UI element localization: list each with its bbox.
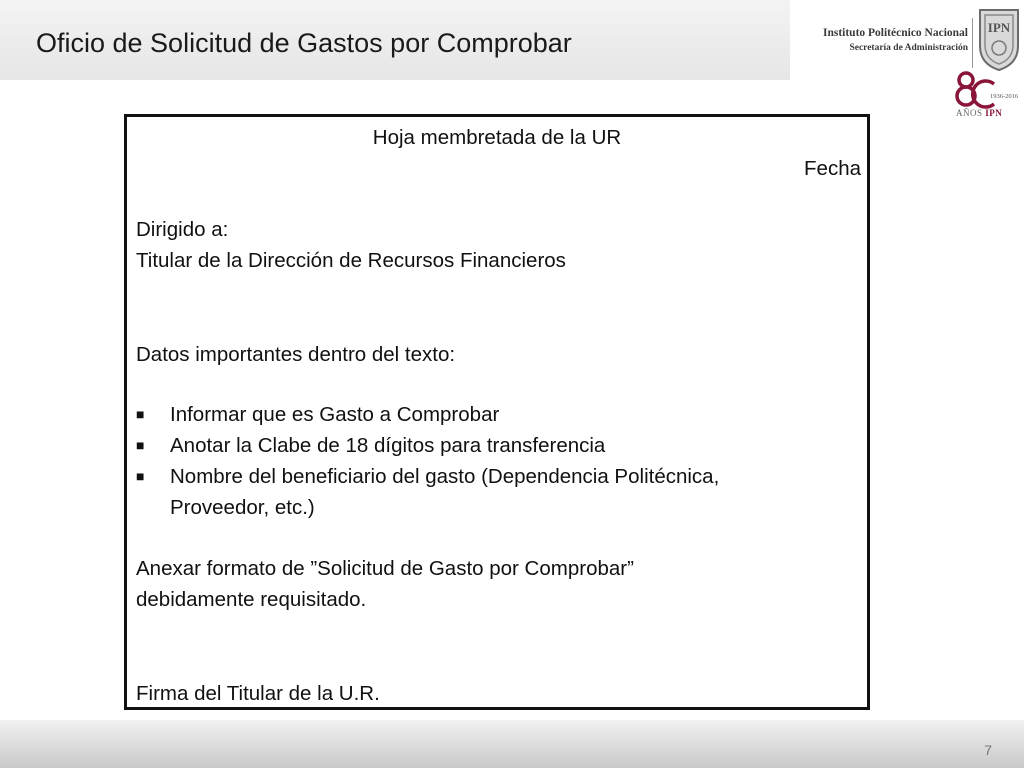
bullet-square-icon: ■	[136, 406, 145, 422]
slide-title: Oficio de Solicitud de Gastos por Comprobar	[36, 28, 572, 58]
important-data-heading: Datos importantes dentro del texto:	[136, 343, 456, 366]
ipn-logo-icon	[976, 6, 1022, 72]
slide-title-bar	[0, 0, 790, 80]
letterhead-text: Hoja membretada de la UR	[372, 126, 622, 149]
bullet-item: Informar que es Gasto a Comprobar	[170, 403, 500, 426]
ipn-logo-text: IPN	[987, 20, 1011, 35]
recipient-text: Titular de la Dirección de Recursos Financieros	[136, 249, 566, 272]
bullet-item-continuation: Proveedor, etc.)	[170, 496, 315, 519]
slide-footer	[0, 720, 1024, 768]
signature-text: Firma del Titular de la U.R.	[136, 682, 380, 705]
addressed-to-text: Dirigido a:	[136, 218, 229, 241]
bullet-square-icon: ■	[136, 468, 145, 484]
anniversary-logo-icon	[952, 70, 998, 110]
anniversary-label-text: AÑOS	[956, 108, 983, 118]
date-text: Fecha	[804, 157, 861, 180]
institution-name: Instituto Politécnico Nacional	[822, 27, 968, 39]
anniversary-label	[956, 108, 1002, 118]
annex-text-line1: Anexar formato de ”Solicitud de Gasto por Comprobar”	[136, 557, 634, 580]
bullet-square-icon: ■	[136, 437, 145, 453]
document-template-box	[124, 114, 870, 710]
anniversary-brand: IPN	[985, 108, 1003, 118]
page-number: 7	[984, 742, 992, 758]
bullet-item: Nombre del beneficiario del gasto (Dependencia Politécnica,	[170, 465, 720, 488]
bullet-item: Anotar la Clabe de 18 dígitos para transferencia	[170, 434, 606, 457]
institution-department: Secretaría de Administración	[849, 43, 968, 53]
anniversary-years: 1936-2016	[990, 93, 1019, 100]
annex-text-line2: debidamente requisitado.	[136, 588, 367, 611]
header-divider	[972, 18, 973, 68]
